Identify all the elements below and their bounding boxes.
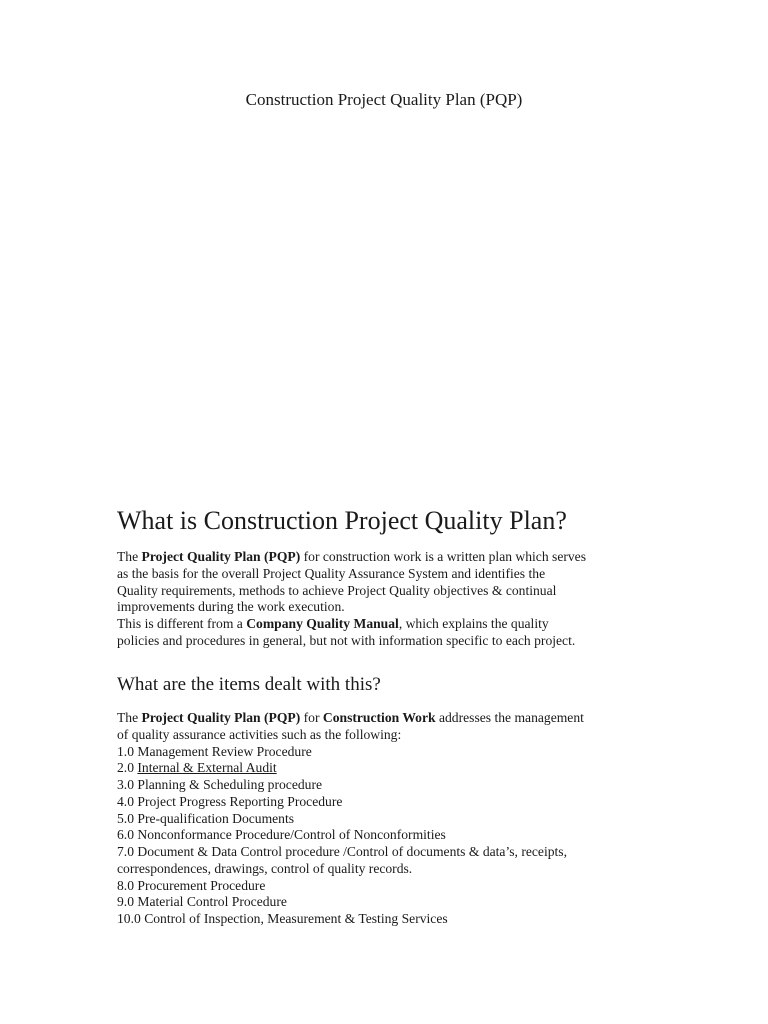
text-line [117, 894, 584, 911]
text-line [117, 599, 586, 616]
text-line [117, 811, 584, 828]
text-segment: addresses the management [435, 710, 584, 725]
text-line [117, 616, 586, 633]
bold-text: Construction Work [322, 710, 436, 725]
text-line [117, 844, 584, 861]
text-line [117, 827, 584, 844]
bold-text: Project Quality Plan (PQP) [141, 710, 301, 725]
text-segment: 6.0 Nonconformance Procedure/Control of Nonconformities [117, 827, 446, 843]
text-segment: 3.0 Planning & Scheduling procedure [117, 777, 323, 792]
text-line [117, 549, 586, 566]
text-segment: This is different from a [117, 616, 247, 631]
text-segment: as the basis for the overall Project Quality Assurance System and identifies the [117, 565, 546, 581]
text-line [117, 566, 586, 583]
heading-items: What are the items dealt with this? [117, 674, 381, 695]
text-segment: 8.0 Procurement Procedure [117, 877, 266, 893]
text-segment: 2.0 [117, 760, 138, 776]
heading-what-is-pqp: What is Construction Project Quality Plan? [117, 506, 567, 535]
text-segment: correspondences, drawings, control of quality records. [117, 860, 413, 876]
text-segment: , which explains the quality [398, 616, 549, 631]
text-segment: 9.0 Material Control Procedure [117, 894, 287, 910]
bold-text: Project Quality Plan (PQP) [141, 549, 301, 564]
text-segment: 4.0 Project Progress Reporting Procedure [117, 793, 343, 809]
text-line [117, 794, 584, 811]
text-segment: Quality requirements, methods to achieve Project Quality objectives & continual [117, 582, 557, 598]
text-line [117, 861, 584, 878]
text-line [117, 727, 584, 744]
text-line [117, 633, 586, 650]
intro-paragraph [117, 549, 586, 650]
document-title: Construction Project Quality Plan (PQP) [245, 90, 523, 109]
text-segment: The [117, 710, 142, 725]
text-line [117, 760, 584, 777]
text-line [117, 583, 586, 600]
items-list [117, 710, 584, 928]
text-segment: for [300, 710, 323, 725]
text-line [117, 710, 584, 727]
text-line [117, 777, 584, 794]
text-segment: improvements during the work execution. [117, 599, 345, 615]
text-segment: of quality assurance activities such as the following: [117, 726, 402, 742]
text-segment: policies and procedures in general, but not with information specific to each project. [117, 632, 576, 648]
text-segment: The [117, 549, 142, 564]
text-segment: 5.0 Pre-qualification Documents [117, 810, 295, 826]
bold-text: Company Quality Manual [246, 616, 399, 631]
text-segment: 10.0 Control of Inspection, Measurement & Testing Services [117, 911, 448, 926]
text-line [117, 744, 584, 761]
text-line [117, 911, 584, 928]
text-segment: 7.0 Document & Data Control procedure /Control of documents & data’s, receipts, [117, 844, 567, 859]
link-text[interactable]: Internal & External Audit [137, 760, 277, 776]
text-segment: for construction work is a written plan which serves [300, 549, 587, 564]
text-line [117, 878, 584, 895]
text-segment: 1.0 Management Review Procedure [117, 743, 312, 759]
